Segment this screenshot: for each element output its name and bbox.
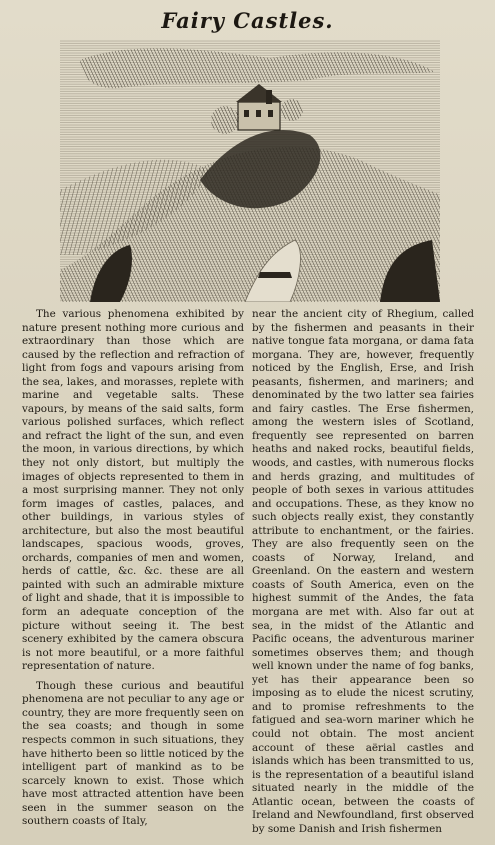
paragraph: Though these curious and beautiful phenomena are not peculiar to any age or country, they are more frequently seen on the sea coasts; and though in some respects common in such situations, they have hitherto been so little noticed by the intelligent part of mankind as to be scarcely known to exist. Those which have most attracted attention have been seen in the summer season on the southern coasts of Italy, bbox=[22, 679, 244, 828]
paragraph: The various phenomena exhibited by nature present nothing more curious and extraordinary than those which are caused by the reflection and refraction of light from fogs and vapours arising from the sea, lakes, and morasses, replete with marine and vegetable salts. These vapours, by means of the said salts, form various polished surfaces, which reflect and refract the light of the sun, and even the moon, in various directions, by which they not only distort, but multiply the images of objects represented to them in a most surprising manner. They not only form images of castles, palaces, and other buildings, in various styles of architecture, but also the most beautiful landscapes, spacious woods, groves, orchards, companies of men and women, herds of cattle, &c. &c. these are all painted with such an admirable mixture of light and shade, that it is impossible to form an adequate conception of the picture without seeing it. The best scenery exhibited by the camera obscura is not more beautiful, or a more faithful representation of nature. bbox=[22, 308, 244, 673]
engraving-illustration bbox=[60, 40, 440, 302]
article-title: Fairy Castles. bbox=[161, 8, 334, 33]
paragraph: near the ancient city of Rhegium, called by the fishermen and peasants in their native tongue fata morgana, or dama fata morgana. They are, however, frequently noticed by the English, Erse, and Irish peasants, fishermen, and mariners; and denominated by the two latter sea fairies and fairy castles. The Erse fishermen, among the western isles of Scotland, frequently see represented on barren heaths and naked rocks, beautiful fields, woods, and castles, with numerous flocks and herds grazing, and multitudes of people of both sexes in various attitudes and occupations. These, as they know no such objects really exist, they constantly attribute to enchantment, or the fairies. They are also frequently seen on the coasts of Norway, Ireland, and Greenland. On the eastern and western coasts of South America, even on the highest summit of the Andes, the fata morgana are met with. Also far out at sea, in the midst of the Atlantic and Pacific oceans, the adventurous mariner sometimes observes them; and though well known under the name of fog banks, yet has their appearance been so imposing as to elude the nicest scrutiny, and to promise refreshments to the fatigued and sea-worn mariner which he could not obtain. The most ancient account of these aërial castles and islands which has been transmitted to us, is the representation of a beautiful island situated nearly in the middle of the Atlantic ocean, between the coasts of Ireland and Newfoundland, first observed by some Danish and Irish fishermen bbox=[252, 308, 474, 835]
left-text-column bbox=[22, 308, 244, 829]
right-text-column bbox=[252, 308, 474, 836]
bleed-through-right bbox=[440, 40, 492, 310]
